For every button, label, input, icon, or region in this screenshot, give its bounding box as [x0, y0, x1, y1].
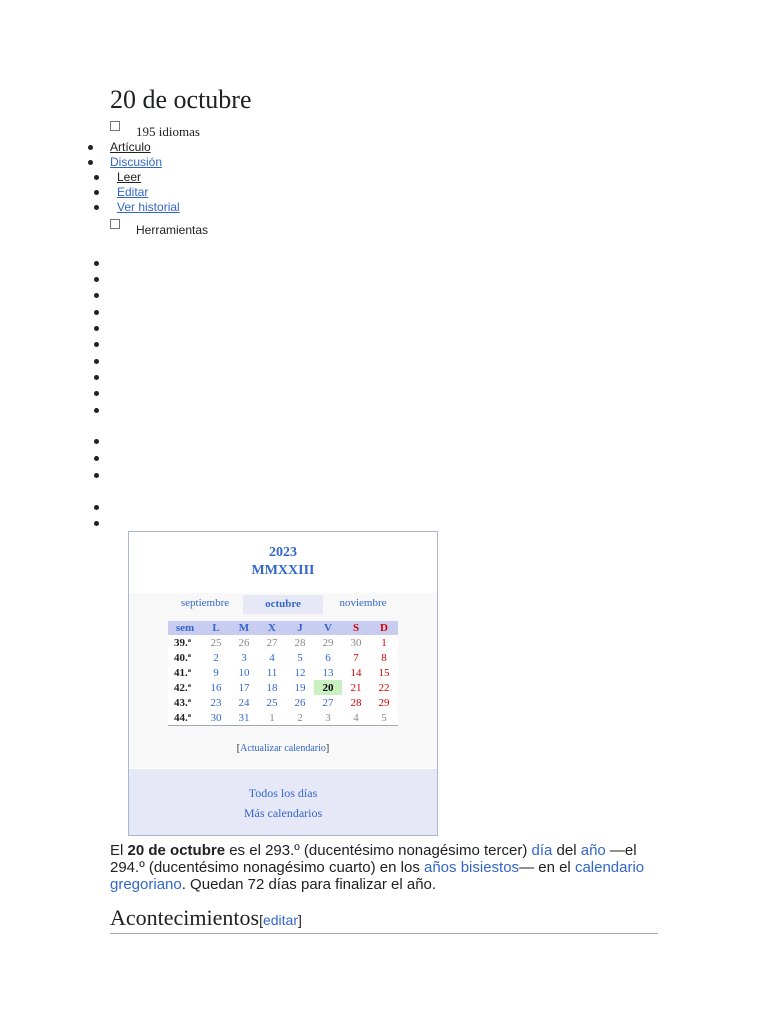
- next-month-link[interactable]: noviembre: [339, 597, 387, 609]
- intro-text: es el 293.º (ducentésimo nonagésimo tercer): [225, 842, 532, 859]
- calendar-day-link[interactable]: 30: [210, 711, 222, 724]
- bullet-icon: [94, 505, 99, 510]
- calendar-day-link[interactable]: 31: [238, 711, 250, 724]
- intro-text: — en el: [519, 859, 575, 876]
- page-title: 20 de octubre: [110, 85, 252, 114]
- link-gregoriano[interactable]: calendario gregoriano: [110, 859, 645, 893]
- calendar-day-cell: [202, 650, 230, 665]
- calendar-day-cell: [258, 695, 286, 710]
- calendar-day-cell: [230, 710, 258, 726]
- bullet-icon: [94, 293, 99, 298]
- section-edit: [259, 912, 302, 928]
- bullet-icon: [94, 190, 99, 195]
- intro-bold: 20 de octubre: [127, 842, 226, 859]
- calendar-day-link[interactable]: 8: [381, 651, 387, 664]
- calendar-body: [168, 635, 398, 726]
- calendar-day-cell: [342, 710, 370, 726]
- intro-text: del: [552, 842, 581, 859]
- bracket-open: [: [259, 912, 263, 928]
- bracket-open: [: [236, 743, 241, 754]
- calendar-day-cell: [258, 710, 286, 726]
- language-checkbox[interactable]: [110, 121, 120, 131]
- calendar-day-link[interactable]: 3: [241, 651, 247, 664]
- calendar-day-link[interactable]: 5: [381, 711, 387, 724]
- calendar-day-link[interactable]: 9: [213, 666, 219, 679]
- bullet-icon: [88, 160, 93, 165]
- calendar-day-cell: [202, 665, 230, 680]
- bullet-icon: [94, 456, 99, 461]
- update-calendar: [129, 743, 437, 754]
- link-bisiestos[interactable]: años bisiestos: [424, 859, 520, 876]
- calendar-day-link[interactable]: 28: [294, 636, 306, 649]
- calendar-day-link[interactable]: 23: [210, 696, 222, 709]
- calendar-day-link[interactable]: 15: [378, 666, 390, 679]
- calendar-day-cell: [230, 695, 258, 710]
- calendar-day-cell: [258, 650, 286, 665]
- calendar-day-cell: [342, 665, 370, 680]
- month-panel: [129, 593, 437, 768]
- bullet-icon: [94, 521, 99, 526]
- update-calendar-link[interactable]: Actualizar calendario: [240, 743, 326, 754]
- calendar-day-cell: [286, 680, 314, 695]
- bracket-close: ]: [325, 743, 330, 754]
- calendar-day-link[interactable]: 25: [266, 696, 278, 709]
- calendar-day-cell: [370, 710, 398, 726]
- col-week[interactable]: [168, 621, 202, 635]
- more-calendars-link[interactable]: Más calendarios: [243, 806, 323, 820]
- calendar-day-link[interactable]: 19: [294, 681, 306, 694]
- tools-label[interactable]: Herramientas: [136, 223, 209, 237]
- edit-section-link[interactable]: editar: [262, 912, 298, 928]
- calendar-box: [128, 531, 438, 836]
- calendar-day-link[interactable]: 30: [350, 636, 362, 649]
- calendar-day-cell: [370, 635, 398, 650]
- tab-history[interactable]: Ver historial: [117, 200, 180, 214]
- col-wed[interactable]: [258, 621, 286, 635]
- calendar-day-link[interactable]: 4: [269, 651, 275, 664]
- bullet-icon: [94, 473, 99, 478]
- calendar-day-link[interactable]: 22: [378, 681, 390, 694]
- calendar-day-link[interactable]: 18: [266, 681, 278, 694]
- all-days-link[interactable]: Todos los días: [248, 786, 318, 800]
- prev-month-link[interactable]: septiembre: [180, 597, 230, 609]
- day-header-link[interactable]: X: [268, 622, 276, 634]
- calendar-day-link[interactable]: 10: [238, 666, 250, 679]
- calendar-day-cell: [202, 680, 230, 695]
- day-header-link[interactable]: J: [297, 622, 303, 634]
- calendar-day-link[interactable]: 24: [238, 696, 250, 709]
- week-number: 39.ª: [168, 635, 202, 650]
- calendar-day-cell: [342, 695, 370, 710]
- calendar-week-row: [168, 710, 398, 726]
- week-number: 41.ª: [168, 665, 202, 680]
- link-dia[interactable]: día: [531, 842, 553, 859]
- calendar-day-link[interactable]: 2: [297, 711, 303, 724]
- calendar-day-link[interactable]: 14: [350, 666, 362, 679]
- col-mon[interactable]: [202, 621, 230, 635]
- calendar-day-cell: [370, 665, 398, 680]
- calendar-day-cell: [230, 665, 258, 680]
- col-sun[interactable]: [370, 621, 398, 635]
- day-header-link[interactable]: V: [324, 622, 332, 634]
- calendar-day-cell: [370, 695, 398, 710]
- calendar-day-cell: [342, 635, 370, 650]
- calendar-day-cell: [286, 665, 314, 680]
- calendar-day-cell: [202, 710, 230, 726]
- intro-paragraph: [110, 842, 670, 893]
- bullet-icon: [94, 359, 99, 364]
- calendar-day-link[interactable]: 21: [350, 681, 362, 694]
- calendar-day-cell: [258, 635, 286, 650]
- week-number: 42.ª: [168, 680, 202, 695]
- day-header-link[interactable]: M: [238, 622, 250, 634]
- calendar-day-link[interactable]: 12: [294, 666, 306, 679]
- col-thu[interactable]: [286, 621, 314, 635]
- bullet-icon: [94, 375, 99, 380]
- calendar-day-cell: [286, 710, 314, 726]
- calendar-day-link[interactable]: 27: [266, 636, 278, 649]
- bullet-icon: [94, 391, 99, 396]
- col-sat[interactable]: [342, 621, 370, 635]
- calendar-day-link[interactable]: 16: [210, 681, 222, 694]
- tools-checkbox[interactable]: [110, 219, 120, 229]
- calendar-day-cell: [314, 650, 342, 665]
- calendar-day-cell: [314, 710, 342, 726]
- calendar-day-cell: [230, 680, 258, 695]
- calendar-week-row: [168, 650, 398, 665]
- calendar-day-cell: [286, 695, 314, 710]
- calendar-week-row: [168, 680, 398, 695]
- calendar-day-link[interactable]: 29: [378, 696, 390, 709]
- tab-article[interactable]: Artículo: [110, 140, 151, 154]
- bullet-icon: [94, 326, 99, 331]
- calendar-footer: [129, 769, 437, 835]
- intro-text: —el 294.º (ducentésimo nonagésimo cuarto) en los: [110, 842, 637, 876]
- week-number: 44.ª: [168, 710, 202, 726]
- calendar-day-cell: [202, 635, 230, 650]
- calendar-day-cell: [230, 650, 258, 665]
- link-anio[interactable]: año: [580, 842, 606, 859]
- calendar-week-row: [168, 635, 398, 650]
- bullet-icon: [94, 439, 99, 444]
- calendar-day-link[interactable]: 7: [353, 651, 359, 664]
- intro-text: El: [110, 842, 128, 859]
- calendar-day-cell: [258, 680, 286, 695]
- calendar-day-link[interactable]: 27: [322, 696, 334, 709]
- bullet-icon: [88, 145, 93, 150]
- calendar-table: [168, 621, 398, 726]
- languages-label[interactable]: 195 idiomas: [136, 124, 200, 139]
- section-title: Acontecimientos: [110, 905, 260, 930]
- tab-discussion[interactable]: Discusión: [110, 155, 163, 169]
- calendar-day-link[interactable]: 6: [325, 651, 331, 664]
- calendar-day-cell: [314, 635, 342, 650]
- calendar-day-link[interactable]: 13: [322, 666, 334, 679]
- calendar-day-cell: [342, 680, 370, 695]
- calendar-day-cell: [258, 665, 286, 680]
- col-tue[interactable]: [230, 621, 258, 635]
- calendar-week-row: [168, 665, 398, 680]
- calendar-day-link[interactable]: 26: [294, 696, 306, 709]
- week-header-link[interactable]: sem: [175, 622, 195, 634]
- calendar-day-cell: [370, 650, 398, 665]
- section-heading: [110, 905, 658, 934]
- bullet-icon: [94, 408, 99, 413]
- calendar-day-link[interactable]: 2: [213, 651, 219, 664]
- current-month-link[interactable]: octubre: [243, 595, 323, 614]
- intro-text: . Quedan 72 días para finalizar el año.: [181, 876, 437, 893]
- calendar-day-cell: [370, 680, 398, 695]
- day-header-link[interactable]: D: [380, 622, 388, 634]
- calendar-day-cell: [286, 635, 314, 650]
- calendar-day-cell: [202, 695, 230, 710]
- calendar-header-row: [168, 621, 398, 635]
- calendar-day-link[interactable]: 3: [325, 711, 331, 724]
- bullet-icon: [94, 175, 99, 180]
- calendar-day-cell: [314, 695, 342, 710]
- calendar-day-link[interactable]: 5: [297, 651, 303, 664]
- bullet-icon: [94, 277, 99, 282]
- calendar-day-link[interactable]: 1: [269, 711, 275, 724]
- calendar-week-row: [168, 695, 398, 710]
- calendar-day-cell: [314, 680, 342, 695]
- bullet-icon: [94, 342, 99, 347]
- bracket-close: ]: [298, 912, 302, 928]
- calendar-day-cell: [286, 650, 314, 665]
- calendar-day-cell: [230, 635, 258, 650]
- day-header-link[interactable]: L: [212, 622, 220, 634]
- calendar-day-link[interactable]: 4: [353, 711, 359, 724]
- tab-edit[interactable]: Editar: [117, 185, 149, 199]
- year-roman-link[interactable]: MMXXIII: [251, 563, 315, 578]
- calendar-day-link[interactable]: 1: [381, 636, 387, 649]
- bullet-icon: [94, 310, 99, 315]
- bullet-icon: [94, 205, 99, 210]
- bullet-icon: [94, 261, 99, 266]
- week-number: 43.ª: [168, 695, 202, 710]
- calendar-day-link[interactable]: 17: [238, 681, 250, 694]
- calendar-day-link[interactable]: 20: [322, 681, 334, 694]
- day-header-link[interactable]: S: [352, 622, 360, 634]
- calendar-day-link[interactable]: 29: [322, 636, 334, 649]
- week-number: 40.ª: [168, 650, 202, 665]
- calendar-day-link[interactable]: 11: [266, 666, 278, 679]
- calendar-day-link[interactable]: 26: [238, 636, 250, 649]
- year-link[interactable]: 2023: [269, 545, 297, 560]
- col-fri[interactable]: [314, 621, 342, 635]
- calendar-day-cell: [342, 650, 370, 665]
- calendar-day-cell: [314, 665, 342, 680]
- calendar-day-link[interactable]: 25: [210, 636, 222, 649]
- tab-read[interactable]: Leer: [117, 170, 142, 184]
- calendar-day-link[interactable]: 28: [350, 696, 362, 709]
